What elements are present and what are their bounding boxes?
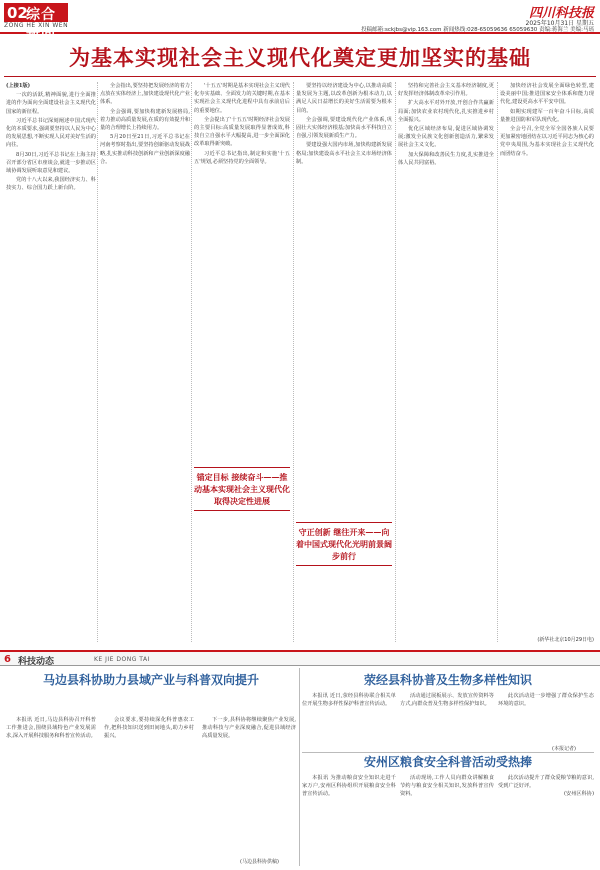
story-headline-anzhou: 安州区粮食安全科普活动受热捧	[363, 755, 532, 769]
article-column-6	[500, 82, 594, 642]
story-column	[498, 774, 594, 864]
article-column-3	[194, 82, 290, 642]
paragraph: 会议要求,要持续深化科普惠农工作,把科技知识送到田间地头,助力乡村振兴。	[104, 717, 194, 740]
story-author: (马边县科协供稿)	[240, 859, 279, 865]
story-divider	[302, 752, 594, 753]
article-byline: (新华社北京10月29日电)	[537, 637, 594, 643]
story-author: (安州区科协)	[564, 791, 594, 798]
masthead	[0, 0, 600, 43]
paragraph: 一次的活跃,精神面貌,进行全面推进的作为面向全面建设社会主义现代化国家的新征程。	[6, 92, 96, 115]
paragraph: 本报讯 近日,荥经县科协联合相关单位开展生物多样性保护科普宣传活动。	[302, 693, 396, 708]
paragraph: 加大保障和改善民生力度,扎实推进全体人民共同富裕。	[398, 151, 494, 166]
band-name: 科技动态	[18, 657, 55, 667]
paragraph: 习近平总书记指出,制定和实施'十五五'规划,必须坚持党的全面领导。	[194, 150, 290, 165]
paragraph: 要坚持以经济建设为中心,以推动高质量发展为主题,以改革创新为根本动力,以满足人民日益增长的美好生活需要为根本目的。	[296, 83, 392, 114]
contact-info: 投稿邮箱:sckjbs@vip.163.com 新闻热线:028-65059636 65059630 责编:蒋海兰 美编:马瑶	[361, 27, 594, 33]
paragraph: 全会指出,要坚持把发展经济的着力点放在实体经济上,加快建设现代化产业体系。	[100, 83, 190, 106]
paper-logo: 四川科技报	[528, 6, 594, 21]
band-pinyin: KE JIE DONG TAI	[94, 656, 150, 663]
paragraph: 8月30日,习近平总书记在上海主持召开部分省区市座谈会,就进一步推动区域协调发展听取意见和建议。	[6, 151, 96, 175]
story-column	[302, 774, 396, 864]
main-headline: 为基本实现社会主义现代化奠定更加坚实的基础	[69, 45, 531, 70]
paragraph: 活动现场,工作人员向群众讲解粮食节约与粮食安全相关知识,发放科普宣传资料。	[400, 775, 494, 798]
paragraph: 下一步,县科协将继续聚焦产业发展,推动科技与产业深度融合,促进县域经济高质量发展。	[202, 717, 296, 740]
story-column	[302, 692, 396, 750]
lead-label: (上接1版)	[6, 83, 31, 89]
column-divider	[293, 82, 294, 642]
paragraph: 本报讯 为推动粮食安全知识走进千家万户,安州区科协组织开展粮食安全科普宣传活动。	[302, 775, 396, 798]
paragraph: 全会提出了'十五五'时期经济社会发展的主要目标:高质量发展取得显著成效,科技自立自强水平大幅提高,进一步全面深化改革取得新突破。	[194, 116, 290, 148]
paragraph: 扩大高水平对外开放,开创合作共赢新局面;加快农业农村现代化,扎实推进乡村全面振兴。	[398, 100, 494, 123]
paragraph: 要建设强大国内市场,加快构建新发展格局;加快建设高水平社会主义市场经济体制。	[296, 142, 392, 165]
paragraph: 全会强调,要建设现代化产业体系,巩固壮大实体经济根基;加快高水平科技自立自强,引领发展新质生产力。	[296, 116, 392, 140]
article-column-5	[398, 82, 494, 642]
column-divider	[497, 82, 498, 642]
section-number: 02	[7, 4, 28, 22]
band-number: 6	[4, 654, 11, 665]
paragraph: 党的十八大以来,我国经济实力、科技实力、综合国力跃上新台阶。	[6, 177, 96, 192]
story-divider	[299, 668, 300, 866]
story-column	[6, 716, 96, 864]
article-column-1	[6, 82, 96, 642]
article-column-2	[100, 82, 190, 642]
column-divider	[97, 82, 98, 642]
column-divider	[395, 82, 396, 642]
paragraph: 全会号召,全党全军全国各族人民要更加紧密地团结在以习近平同志为核心的党中央周围,为基本实现社会主义现代化而团结奋斗。	[500, 126, 594, 157]
story-author: (本报记者)	[552, 746, 576, 752]
paragraph: 5月20日至21日,习近平总书记在河南考察时指出,要坚持创新驱动发展战略,扎实推动科技创新和产业创新深度融合。	[100, 134, 190, 165]
paragraph: 此次活动提升了群众爱粮节粮的意识,受到广泛好评。	[498, 775, 594, 790]
story-column	[400, 774, 494, 864]
section-pinyin: ZONG HE XIN WEN	[4, 22, 69, 29]
paragraph: 优化区域经济布局,促进区域协调发展;激发全民族文化创新创造活力,繁荣发展社会主义文化。	[398, 126, 494, 149]
paragraph: 活动通过展板展示、发放宣传资料等方式,向群众普及生物多样性保护知识。	[400, 693, 494, 708]
paragraph: 加快经济社会发展全面绿色转型,建设美丽中国;推进国家安全体系和能力现代化,建设更高水平平安中国。	[500, 83, 594, 106]
paragraph: 如期实现建军一百年奋斗目标,高质量推进国防和军队现代化。	[500, 108, 594, 123]
section-band	[0, 650, 600, 666]
column-divider	[191, 82, 192, 642]
paragraph: 全会强调,要加快构建新发展格局,着力推动高质量发展,在质的有效提升和量的合理增长上持续用力。	[100, 108, 190, 132]
issue-date: 2025年10月31日 星期五	[525, 20, 594, 27]
story-headline-mabian: 马边县科协助力县域产业与科普双向提升	[42, 673, 259, 687]
paragraph: 本报讯 近日,马边县科协召开科普工作推进会,围绕县域特色产业发展需求,深入开展科技服务和科普宣传活动。	[6, 717, 96, 740]
headline-divider	[4, 76, 596, 77]
paragraph: 坚持和完善社会主义基本经济制度,更好发挥经济体制改革牵引作用。	[398, 83, 494, 98]
section-name: 综合新闻	[26, 7, 56, 43]
subhead-goals: 锚定目标 接续奋斗——推动基本实现社会主义现代化取得决定性进展	[194, 467, 290, 511]
story-headline-yingjing: 荥经县科协普及生物多样性知识	[363, 673, 532, 687]
story-column	[498, 692, 594, 750]
story-column	[104, 716, 194, 864]
story-column	[400, 692, 494, 750]
story-column	[202, 716, 296, 864]
paragraph: '十五五'时期是基本实现社会主义现代化夯实基础、全面发力的关键时期,在基本实现社会主义现代化进程中具有承前启后的重要地位。	[194, 83, 290, 114]
paragraph: 习近平总书记深刻阐述中国式现代化的本质要求,强调要坚持以人民为中心的发展思想,不断实现人民对美好生活的向往。	[6, 117, 96, 149]
subhead-innovation: 守正创新 继往开来——向着中国式现代化光明前景阔步前行	[296, 522, 392, 566]
paragraph: 此次活动进一步增强了群众保护生态环境的意识。	[498, 693, 594, 708]
